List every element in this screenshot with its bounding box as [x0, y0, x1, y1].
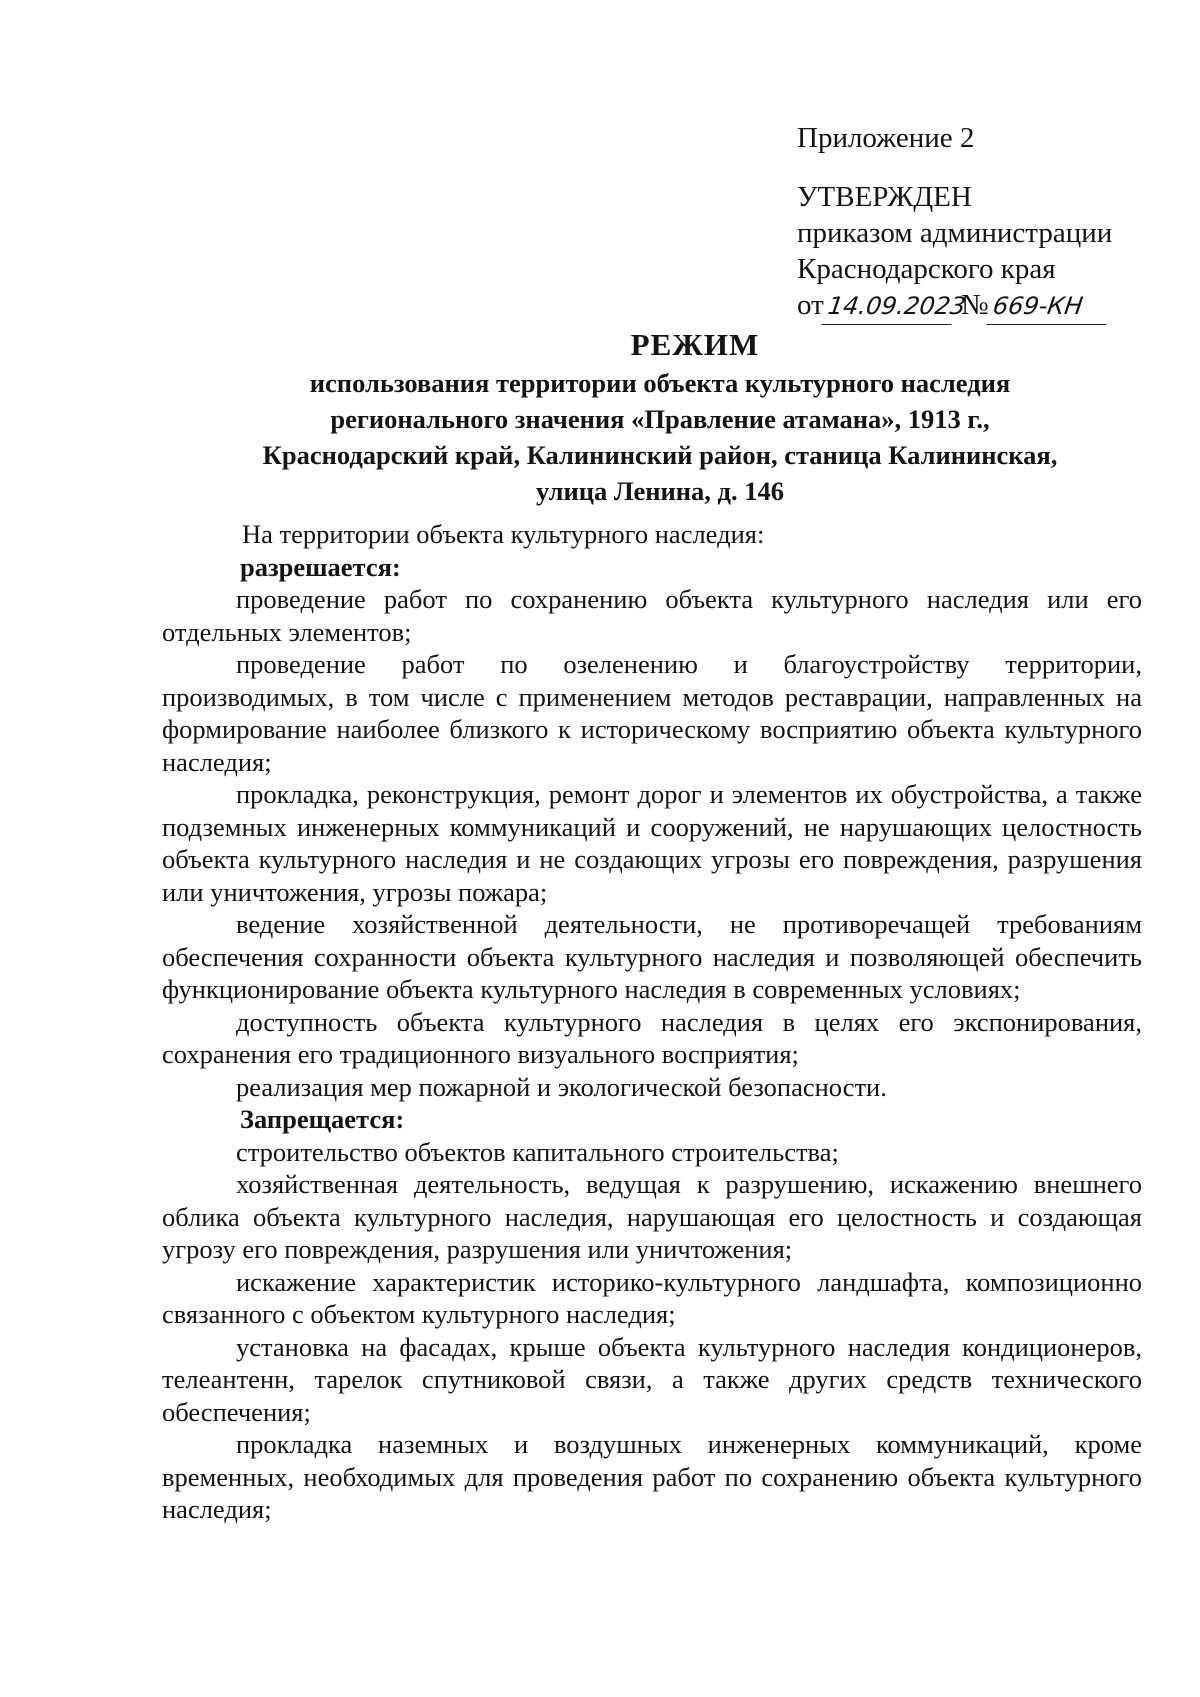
approval-line-1: приказом администрации	[797, 217, 1113, 249]
forbidden-heading: Запрещается:	[240, 1104, 405, 1134]
from-prefix: от	[797, 289, 824, 321]
title-line-2: регионального значения «Правление атамана», 1913 г.,	[330, 404, 990, 434]
forbidden-item: прокладка наземных и воздушных инженерных коммуникаций, кроме временных, необходимых для проведения работ по сохранению объекта культурного наследия;	[162, 1429, 1142, 1524]
allowed-heading: разрешается:	[240, 551, 401, 582]
allowed-item: доступность объекта культурного наследия в целях его экспонирования, сохранения его традиционного визуального восприятия;	[162, 1006, 1142, 1069]
handwritten-order-number: 669-КН	[986, 288, 1111, 325]
document-title	[130, 326, 1190, 508]
forbidden-item: установка на фасадах, крыше объекта культурного наследия кондиционеров, телеантенн, тарелок спутниковой связи, а также других средств технического обеспечения;	[162, 1331, 1142, 1427]
approval-line-2: Краснодарского края	[797, 253, 1056, 285]
allowed-item: прокладка, реконструкция, ремонт дорог и элементов их обустройства, а также подземных инженерных коммуникаций и сооружений, не нарушающих целостность объекта культурного наследия и не создающих угрозы его повреждения, разрушения или уничтожения, угрозы пожара;	[162, 779, 1142, 907]
forbidden-item: хозяйственная деятельность, ведущая к разрушению, искажению внешнего облика объекта культурного наследия, нарушающая его целостность и создающая угрозу его повреждения, разрушения или уничтожения;	[162, 1169, 1142, 1264]
title-line-4: улица Ленина, д. 146	[536, 476, 784, 506]
approval-stamp-block	[797, 120, 1157, 325]
document-body	[162, 518, 1142, 1526]
number-sign: №	[961, 289, 989, 321]
appendix-label: Приложение 2	[797, 122, 975, 154]
forbidden-item: искажение характеристик историко-культурного ландшафта, композиционно связанного с объектом культурного наследия;	[162, 1266, 1142, 1329]
title-heading: РЕЖИМ	[630, 327, 760, 362]
handwritten-order-date: 14.09.2023	[821, 288, 956, 325]
allowed-item: реализация мер пожарной и экологической безопасности.	[236, 1071, 887, 1102]
order-date-number-line	[797, 287, 1157, 325]
title-line-1: использования территории объекта культурного наследия	[309, 368, 1011, 398]
allowed-item: проведение работ по озеленению и благоустройству территории, производимых, в том числе с применением методов реставрации, направленных на формирование наиболее близкого к историческому восприятию объекта культурного наследия;	[162, 649, 1142, 777]
approved-label: УТВЕРЖДЕН	[797, 181, 972, 213]
allowed-item: проведение работ по сохранению объекта культурного наследия или его отдельных элементов;	[162, 584, 1142, 647]
title-line-3: Краснодарский край, Калининский район, станица Калининская,	[262, 440, 1058, 470]
allowed-item: ведение хозяйственной деятельности, не противоречащей требованиям обеспечения сохранности объекта культурного наследия и позволяющей обеспечить функционирование объекта культурного наследия в современных условиях;	[162, 909, 1142, 1004]
forbidden-item: строительство объектов капитального строительства;	[236, 1136, 839, 1167]
intro-paragraph: На территории объекта культурного наследия:	[242, 519, 765, 549]
